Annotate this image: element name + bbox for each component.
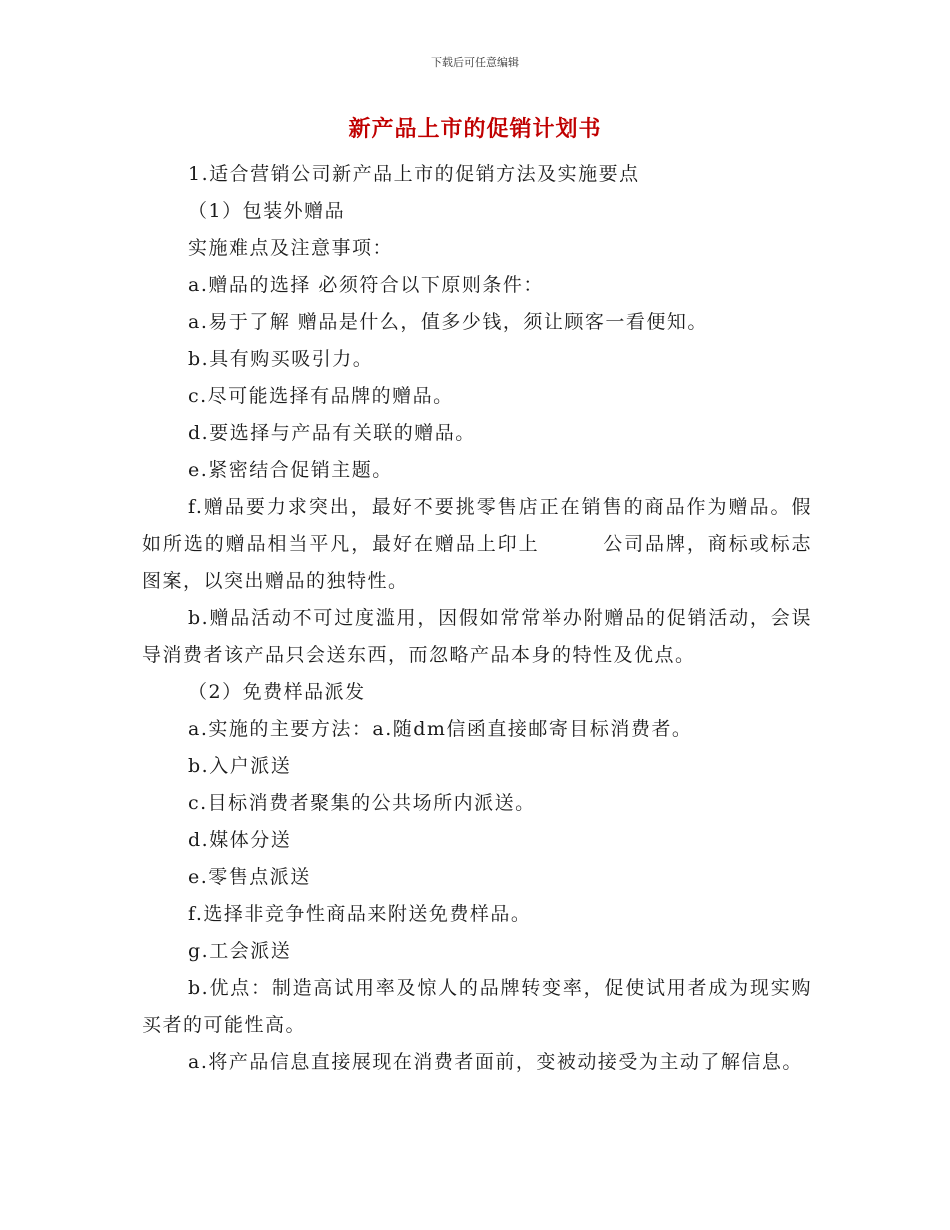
paragraph: （1）包装外赠品 (188, 200, 346, 222)
paragraph: a.易于了解 赠品是什么，值多少钱，须让顾客一看便知。 (188, 311, 708, 333)
paragraph: f.选择非竞争性商品来附送免费样品。 (188, 903, 532, 925)
paragraph: a.将产品信息直接展现在消费者面前，变被动接受为主动了解信息。 (188, 1051, 803, 1073)
paragraph: 实施难点及注意事项： (188, 237, 394, 259)
paragraph: b.入户派送 (188, 755, 292, 777)
document-body (142, 156, 812, 1081)
paragraph: b.优点：制造高试用率及惊人的品牌转变率，促使试用者成为现实购买者的可能性高。 (142, 977, 812, 1036)
paragraph: e.紧密结合促销主题。 (188, 459, 393, 481)
paragraph: e.零售点派送 (188, 866, 311, 888)
paragraph: a.实施的主要方法：a.随dm信函直接邮寄目标消费者。 (188, 718, 693, 740)
paragraph: d.媒体分送 (188, 829, 292, 851)
paragraph: b.赠品活动不可过度滥用，因假如常常举办附赠品的促销活动，会误导消费者该产品只会送东西，而忽略产品本身的特性及优点。 (142, 607, 812, 666)
paragraph: b.具有购买吸引力。 (188, 348, 374, 370)
paragraph: （2）免费样品派发 (188, 681, 366, 703)
paragraph: g.工会派送 (188, 940, 292, 962)
paragraph: a.赠品的选择 必须符合以下原则条件： (188, 274, 544, 296)
paragraph: c.目标消费者聚集的公共场所内派送。 (188, 792, 536, 814)
paragraph: f.赠品要力求突出，最好不要挑零售店正在销售的商品作为赠品。假如所选的赠品相当平凡，最好在赠品上印上 公司品牌，商标或标志图案，以突出赠品的独特性。 (142, 496, 812, 592)
paragraph: 1.适合营销公司新产品上市的促销方法及实施要点 (188, 163, 640, 185)
paragraph: c.尽可能选择有品牌的赠品。 (188, 385, 454, 407)
paragraph: d.要选择与产品有关联的赠品。 (188, 422, 476, 444)
page-header-note: 下载后可任意编辑 (431, 56, 519, 69)
document-title: 新产品上市的促销计划书 (348, 116, 602, 142)
